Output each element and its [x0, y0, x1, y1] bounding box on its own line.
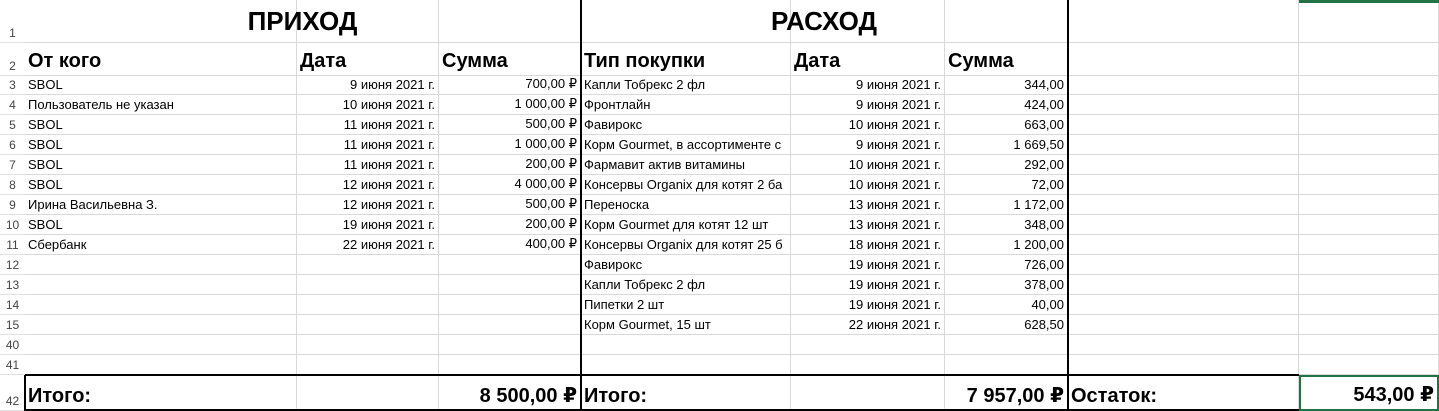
- expense-cell[interactable]: 348,00: [945, 215, 1068, 235]
- grid-cell[interactable]: [791, 355, 945, 375]
- grid-cell[interactable]: [581, 355, 791, 375]
- income-cell[interactable]: Пользователь не указан: [25, 95, 297, 115]
- grid-cell[interactable]: [1299, 235, 1439, 255]
- expense-total-value[interactable]: 7 957,00 ₽: [945, 375, 1068, 411]
- row-header[interactable]: [0, 255, 25, 275]
- expense-cell[interactable]: 424,00: [945, 95, 1068, 115]
- grid-cell[interactable]: [439, 355, 581, 375]
- income-cell[interactable]: 12 июня 2021 г.: [297, 175, 439, 195]
- totals-top-border: [25, 374, 1299, 376]
- expense-total-label[interactable]: Итого:: [581, 375, 791, 411]
- row-number: 13: [5, 278, 20, 292]
- grid-cell[interactable]: [1299, 315, 1439, 335]
- grid-cell[interactable]: [1068, 195, 1299, 215]
- grid-cell[interactable]: [439, 275, 581, 295]
- income-cell[interactable]: 12 июня 2021 г.: [297, 195, 439, 215]
- row-header[interactable]: [0, 315, 25, 335]
- row-header[interactable]: [0, 115, 25, 135]
- row-number: 11: [6, 238, 19, 252]
- income-cell[interactable]: 500,00 ₽: [439, 115, 581, 135]
- grid-cell[interactable]: [1068, 295, 1299, 315]
- grid-cell[interactable]: [439, 315, 581, 335]
- grid-cell[interactable]: [1299, 175, 1439, 195]
- grid-cell[interactable]: [297, 295, 439, 315]
- row-header[interactable]: [0, 95, 25, 115]
- selection-indicator: [1299, 0, 1439, 3]
- grid-cell[interactable]: [581, 335, 791, 355]
- grid-cell[interactable]: [25, 255, 297, 275]
- expense-cell[interactable]: Фавирокс: [581, 255, 791, 275]
- row-header[interactable]: [0, 355, 25, 375]
- grid-cell[interactable]: [297, 255, 439, 275]
- grid-cell[interactable]: [1299, 76, 1439, 95]
- balance-label[interactable]: Остаток:: [1068, 375, 1299, 411]
- income-cell[interactable]: 4 000,00 ₽: [439, 175, 581, 195]
- expense-cell[interactable]: Корм Gourmet для котят 12 шт: [581, 215, 791, 235]
- income-cell[interactable]: SBOL: [25, 115, 297, 135]
- expense-cell[interactable]: Корм Gourmet, 15 шт: [581, 315, 791, 335]
- row-number: 7: [9, 158, 16, 172]
- row-number: 14: [5, 298, 20, 312]
- income-cell[interactable]: 1 000,00 ₽: [439, 95, 581, 115]
- expense-cell[interactable]: 726,00: [945, 255, 1068, 275]
- grid-cell[interactable]: [1299, 155, 1439, 175]
- grid-cell[interactable]: [1068, 275, 1299, 295]
- income-cell[interactable]: 500,00 ₽: [439, 195, 581, 215]
- grid-cell[interactable]: [297, 315, 439, 335]
- income-cell[interactable]: SBOL: [25, 135, 297, 155]
- section-divider-line: [580, 0, 582, 411]
- row-number: 2: [9, 59, 16, 73]
- expense-cell[interactable]: 9 июня 2021 г.: [791, 135, 945, 155]
- expense-cell[interactable]: 1 200,00: [945, 235, 1068, 255]
- income-cell[interactable]: SBOL: [25, 155, 297, 175]
- totals-left-border: [24, 375, 26, 411]
- row-header[interactable]: [0, 275, 25, 295]
- income-cell[interactable]: 1 000,00 ₽: [439, 135, 581, 155]
- expense-cell[interactable]: 18 июня 2021 г.: [791, 235, 945, 255]
- grid-cell[interactable]: [1299, 95, 1439, 115]
- grid-cell[interactable]: [25, 355, 297, 375]
- income-cell[interactable]: Сбербанк: [25, 235, 297, 255]
- grid-cell[interactable]: [439, 295, 581, 315]
- grid-cell[interactable]: [1299, 115, 1439, 135]
- expense-cell[interactable]: 344,00: [945, 76, 1068, 95]
- income-header-2[interactable]: Сумма: [439, 43, 581, 76]
- row-number: 9: [9, 198, 16, 212]
- grid-cell[interactable]: [1299, 255, 1439, 275]
- row-number: 41: [5, 358, 20, 372]
- grid-cell[interactable]: [1068, 355, 1299, 375]
- row-number: 6: [9, 138, 16, 152]
- income-header-1[interactable]: Дата: [297, 43, 439, 76]
- grid-cell[interactable]: [1299, 275, 1439, 295]
- expense-cell[interactable]: 19 июня 2021 г.: [791, 295, 945, 315]
- row-header[interactable]: [0, 195, 25, 215]
- income-cell[interactable]: 400,00 ₽: [439, 235, 581, 255]
- row-header[interactable]: [0, 43, 25, 76]
- expense-cell[interactable]: Капли Тобрекс 2 фл: [581, 76, 791, 95]
- expense-cell[interactable]: Капли Тобрекс 2 фл: [581, 275, 791, 295]
- row-header[interactable]: [0, 295, 25, 315]
- row-number: 40: [5, 338, 20, 352]
- expense-cell[interactable]: 10 июня 2021 г.: [791, 115, 945, 135]
- income-cell[interactable]: 22 июня 2021 г.: [297, 235, 439, 255]
- expense-title: РАСХОД: [581, 0, 1068, 43]
- row-number: 5: [9, 118, 16, 132]
- income-header-0[interactable]: От кого: [25, 43, 297, 76]
- expense-cell[interactable]: Консервы Organix для котят 25 б: [581, 235, 791, 255]
- expense-header-1[interactable]: Дата: [791, 43, 945, 76]
- expense-cell[interactable]: 292,00: [945, 155, 1068, 175]
- expense-cell[interactable]: 10 июня 2021 г.: [791, 155, 945, 175]
- row-number: 15: [5, 318, 20, 332]
- expense-cell[interactable]: 628,50: [945, 315, 1068, 335]
- row-header[interactable]: [0, 155, 25, 175]
- expense-cell[interactable]: 13 июня 2021 г.: [791, 195, 945, 215]
- row-header[interactable]: [0, 235, 25, 255]
- grid-cell[interactable]: [1068, 0, 1299, 43]
- income-title: ПРИХОД: [25, 0, 581, 43]
- grid-cell[interactable]: [1299, 43, 1439, 76]
- grid-cell[interactable]: [1068, 76, 1299, 95]
- balance-value[interactable]: 543,00 ₽: [1299, 375, 1439, 411]
- grid-cell[interactable]: [1299, 295, 1439, 315]
- income-cell[interactable]: SBOL: [25, 76, 297, 95]
- income-cell[interactable]: 10 июня 2021 г.: [297, 95, 439, 115]
- grid-cell[interactable]: [1068, 115, 1299, 135]
- grid-cell[interactable]: [1068, 175, 1299, 195]
- grid-cell[interactable]: [439, 255, 581, 275]
- row-header[interactable]: [0, 335, 25, 355]
- row-header[interactable]: [0, 0, 25, 43]
- grid-cell[interactable]: [1068, 235, 1299, 255]
- row-header[interactable]: [0, 135, 25, 155]
- grid-cell[interactable]: [1068, 95, 1299, 115]
- income-cell[interactable]: Ирина Васильевна З.: [25, 195, 297, 215]
- income-cell[interactable]: 700,00 ₽: [439, 76, 581, 95]
- grid-cell[interactable]: [25, 335, 297, 355]
- grid-cell[interactable]: [791, 375, 945, 411]
- grid-cell[interactable]: [1299, 135, 1439, 155]
- row-number: 4: [9, 98, 16, 112]
- grid-cell[interactable]: [25, 275, 297, 295]
- grid-cell[interactable]: [1299, 0, 1439, 43]
- expense-cell[interactable]: 40,00: [945, 295, 1068, 315]
- income-cell[interactable]: 11 июня 2021 г.: [297, 135, 439, 155]
- grid-cell[interactable]: [297, 375, 439, 411]
- grid-cell[interactable]: [439, 335, 581, 355]
- grid-cell[interactable]: [297, 275, 439, 295]
- expense-cell[interactable]: 9 июня 2021 г.: [791, 95, 945, 115]
- grid-cell[interactable]: [1068, 255, 1299, 275]
- row-header[interactable]: [0, 76, 25, 95]
- expense-cell[interactable]: Корм Gourmet, в ассортименте с: [581, 135, 791, 155]
- section-divider-line: [1067, 0, 1069, 411]
- expense-cell[interactable]: 22 июня 2021 г.: [791, 315, 945, 335]
- row-number: 42: [5, 394, 20, 408]
- row-number: 1: [9, 26, 16, 40]
- grid-cell[interactable]: [1068, 215, 1299, 235]
- grid-cell[interactable]: [1299, 355, 1439, 375]
- income-cell[interactable]: 200,00 ₽: [439, 215, 581, 235]
- expense-cell[interactable]: Фронтлайн: [581, 95, 791, 115]
- expense-cell[interactable]: 72,00: [945, 175, 1068, 195]
- expense-cell[interactable]: Консервы Organix для котят 2 ба: [581, 175, 791, 195]
- expense-cell[interactable]: 13 июня 2021 г.: [791, 215, 945, 235]
- grid-cell[interactable]: [1299, 195, 1439, 215]
- grid-cell[interactable]: [1068, 155, 1299, 175]
- income-total-label[interactable]: Итого:: [25, 375, 297, 411]
- grid-cell[interactable]: [1299, 335, 1439, 355]
- grid-cell[interactable]: [791, 335, 945, 355]
- grid-cell[interactable]: [297, 355, 439, 375]
- expense-cell[interactable]: 663,00: [945, 115, 1068, 135]
- row-number: 12: [5, 258, 20, 272]
- income-cell[interactable]: 9 июня 2021 г.: [297, 76, 439, 95]
- income-cell[interactable]: SBOL: [25, 215, 297, 235]
- expense-cell[interactable]: Фармавит актив витамины: [581, 155, 791, 175]
- grid-cell[interactable]: [1068, 335, 1299, 355]
- income-cell[interactable]: SBOL: [25, 175, 297, 195]
- grid-cell[interactable]: [25, 315, 297, 335]
- grid-cell[interactable]: [297, 335, 439, 355]
- row-number: 8: [9, 178, 16, 192]
- grid-cell[interactable]: [945, 355, 1068, 375]
- row-header[interactable]: [0, 175, 25, 195]
- grid-cell[interactable]: [1299, 215, 1439, 235]
- income-cell[interactable]: 11 июня 2021 г.: [297, 155, 439, 175]
- row-header[interactable]: [0, 375, 25, 411]
- expense-cell[interactable]: Переноска: [581, 195, 791, 215]
- grid-cell[interactable]: [1068, 43, 1299, 76]
- income-cell[interactable]: 19 июня 2021 г.: [297, 215, 439, 235]
- expense-cell[interactable]: Пипетки 2 шт: [581, 295, 791, 315]
- expense-cell[interactable]: Фавирокс: [581, 115, 791, 135]
- expense-cell[interactable]: 10 июня 2021 г.: [791, 175, 945, 195]
- expense-cell[interactable]: 19 июня 2021 г.: [791, 255, 945, 275]
- grid-cell[interactable]: [1068, 135, 1299, 155]
- grid-cell[interactable]: [1068, 315, 1299, 335]
- row-header[interactable]: [0, 215, 25, 235]
- expense-header-0[interactable]: Тип покупки: [581, 43, 791, 76]
- row-number: 3: [9, 78, 16, 92]
- income-cell[interactable]: 200,00 ₽: [439, 155, 581, 175]
- grid-cell[interactable]: [25, 295, 297, 315]
- grid-cell[interactable]: [945, 335, 1068, 355]
- expense-header-2[interactable]: Сумма: [945, 43, 1068, 76]
- income-total-value[interactable]: 8 500,00 ₽: [439, 375, 581, 411]
- expense-cell[interactable]: 9 июня 2021 г.: [791, 76, 945, 95]
- row-number: 10: [5, 218, 20, 232]
- expense-cell[interactable]: 1 172,00: [945, 195, 1068, 215]
- income-cell[interactable]: 11 июня 2021 г.: [297, 115, 439, 135]
- expense-cell[interactable]: 1 669,50: [945, 135, 1068, 155]
- expense-cell[interactable]: 19 июня 2021 г.: [791, 275, 945, 295]
- expense-cell[interactable]: 378,00: [945, 275, 1068, 295]
